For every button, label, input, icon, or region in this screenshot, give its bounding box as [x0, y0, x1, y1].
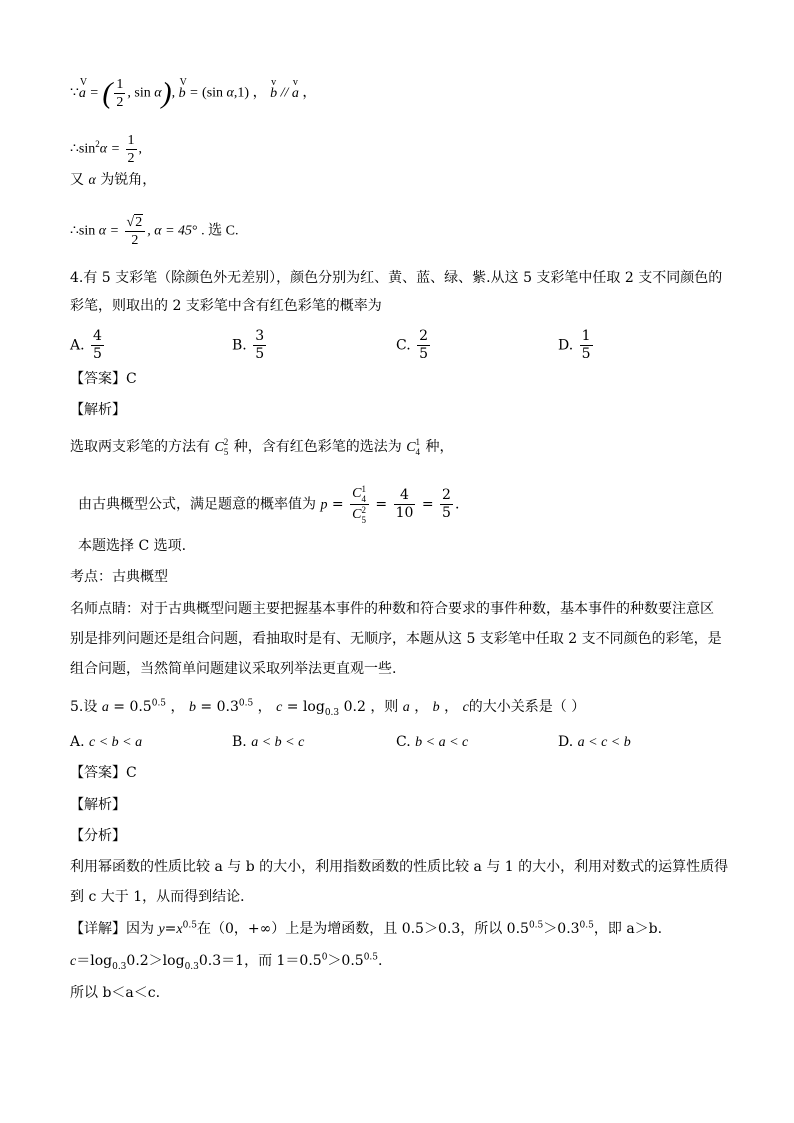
q5-analysis-label: 【解析】	[70, 797, 126, 813]
prev-choice: C.	[225, 223, 239, 239]
q4-option-c: C. $\frac{2}{5}$	[396, 328, 429, 362]
q4-analysis-line2: 由古典概型公式，满足题意的概率值为 p = C 1 4 C 2 5 = $\frac{4}{10}$ = $\frac{2}{5}$ .	[78, 484, 460, 525]
q4-stem-line2: 彩笔，则取出的 2 支彩笔中含有红色彩笔的概率为	[70, 298, 382, 314]
q5-fenxi-label: 【分析】	[70, 828, 126, 844]
q4-teacher-line1: 名师点睛：对于古典概型问题主要把握基本事件的种数和符合要求的事件种数，基本事件的种数要注意区	[70, 601, 714, 617]
q4-option-b: B. $\frac{3}{5}$	[232, 328, 265, 362]
q4-option-d: D. $\frac{1}{5}$	[558, 328, 591, 362]
q4-teacher-line2: 别是排列问题还是组合问题，看抽取时是有、无顺序，本题从这 5 支彩笔中任取 2 支不同颜色的彩笔，是	[70, 631, 722, 647]
q5-answer: 【答案】C	[70, 765, 137, 781]
q4-analysis-line3: 本题选择 C 选项.	[78, 538, 187, 554]
sin-value-line: ∴sin α = $\frac{√2}{2}$ , α = 45° . 选 C.	[70, 215, 239, 248]
q5-option-d: D. a < c < b	[558, 734, 631, 750]
q5-stem: 5.设 $a = 0.5^{0.5}$ ， $b = 0.3^{0.5}$ ， $c = \log_{0.3} 0.2$ ，则 a ， b ， c的大小关系是（ ）	[70, 698, 586, 718]
q5-detail-line3: 所以 b＜a＜c.	[70, 985, 161, 1001]
q5-detail-line1: 【详解】因为 $y=x^{0.5}$在（0，+∞）上是为增函数，且 0.5＞0.3，所以 $0.5^{0.5}>0.3^{0.5}$，即 a＞b.	[70, 920, 663, 937]
q5-option-b: B. a < b < c	[232, 734, 305, 750]
q4-teacher-line3: 组合问题，当然简单问题建议采取列举法更直观一些.	[70, 661, 397, 677]
q4-stem-line1: 4.有 5 支彩笔（除颜色外无差别），颜色分别为红、黄、蓝、绿、紫.从这 5 支彩笔中任取 2 支不同颜色的	[70, 270, 723, 286]
q4-analysis-label: 【解析】	[70, 402, 126, 418]
q5-fenxi-line1: 利用幂函数的性质比较 a 与 b 的大小，利用指数函数的性质比较 a 与 1 的大小，利用对数式的运算性质得	[70, 859, 729, 875]
sin-squared-line: $\therefore\sin^2\alpha$ = $\frac{1}{2}$ ,	[70, 133, 143, 166]
q5-fenxi-line2: 到 c 大于 1，从而得到结论．	[70, 889, 255, 905]
q5-option-c: C. b < a < c	[396, 734, 469, 750]
q4-kaodian: 考点：古典概型	[70, 569, 168, 585]
prev-conclusion: 选	[208, 223, 223, 239]
q4-answer: 【答案】C	[70, 371, 137, 387]
q4-option-a: A. $\frac{4}{5}$	[70, 328, 102, 362]
q5-detail-line2: $c=\log_{0.3}0.2>\log_{0.3}0.3=1$，而 $1=0.5^0>0.5^{0.5}$.	[70, 952, 383, 972]
q5-option-a: A. c < b < a	[70, 734, 143, 750]
vector-given-line: ∵a V = ( $\frac{1}{2}$ , sin α), b V = (sin α,1) ， b v // a v ，	[70, 76, 317, 110]
q4-analysis-line1: 选取两支彩笔的方法有 C 2 5 种，含有红色彩笔的选法为 C 1 4 种，	[70, 437, 454, 457]
acute-angle-line: 又 α 为锐角，	[70, 172, 157, 188]
